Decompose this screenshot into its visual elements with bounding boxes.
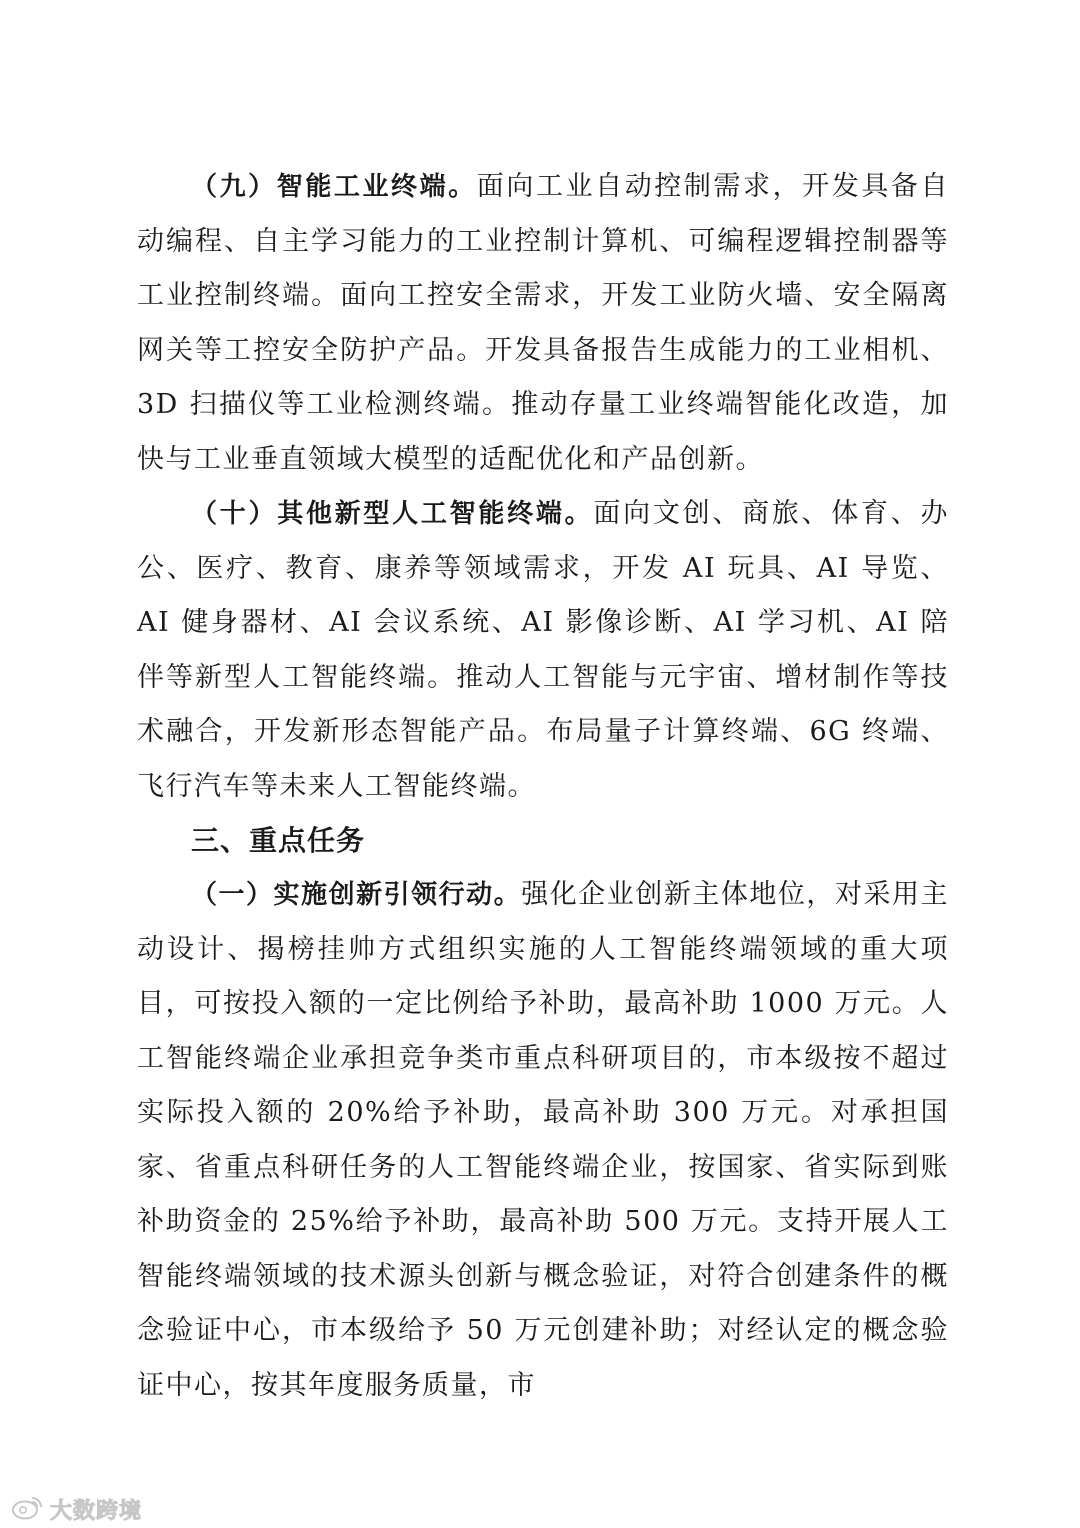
document-page <box>137 160 949 1413</box>
paragraph-lead: （九）智能工业终端。 <box>191 172 477 202</box>
weibo-logo-icon <box>10 1495 44 1525</box>
paragraph-intelligent-industrial-terminal <box>137 160 949 487</box>
paragraph-body: 面向工业自动控制需求，开发具备自动编程、自主学习能力的工业控制计算机、可编程逻辑控制器等工业控制终端。面向工控安全需求，开发工业防火墙、安全隔离网关等工控安全防护产品。开发具备报告生成能力的工业相机、3D 扫描仪等工业检测终端。推动存量工业终端智能化改造，加快与工业垂直领域大模型的适配优化和产品创新。 <box>137 171 949 475</box>
watermark-text: 大数跨境 <box>50 1499 143 1524</box>
paragraph-body: 面向文创、商旅、体育、办公、医疗、教育、康养等领域需求，开发 AI 玩具、AI 导览、AI 健身器材、AI 会议系统、AI 影像诊断、AI 学习机、AI 陪伴等新型人工智能终端。推动人工智能与元宇宙、增材制作等技术融合，开发新形态智能产品。布局量子计算终端、6G 终端、飞行汽车等未来人工智能终端。 <box>137 498 949 802</box>
paragraph-lead: （一）实施创新引领行动。 <box>191 880 522 910</box>
paragraph-innovation-action <box>137 868 949 1413</box>
paragraph-lead: （十）其他新型人工智能终端。 <box>191 499 594 529</box>
paragraph-body: 强化企业创新主体地位，对采用主动设计、揭榜挂帅方式组织实施的人工智能终端领域的重大项目，可按投入额的一定比例给予补助，最高补助 1000 万元。人工智能终端企业承担竞争类市重点科研项目的，市本级按不超过实际投入额的 20%给予补助，最高补助 300 万元。对承担国家、省重点科研任务的人工智能终端企业，按国家、省实际到账补助资金的 25%给予补助，最高补助 500 万元。支持开展人工智能终端领域的技术源头创新与概念验证，对符合创建条件的概念验证中心，市本级给予 50 万元创建补助；对经认定的概念验证中心，按其年度服务质量，市 <box>137 879 949 1401</box>
watermark <box>10 1494 142 1525</box>
section-heading: 三、重点任务 <box>191 824 366 857</box>
paragraph-other-ai-terminals <box>137 487 949 814</box>
